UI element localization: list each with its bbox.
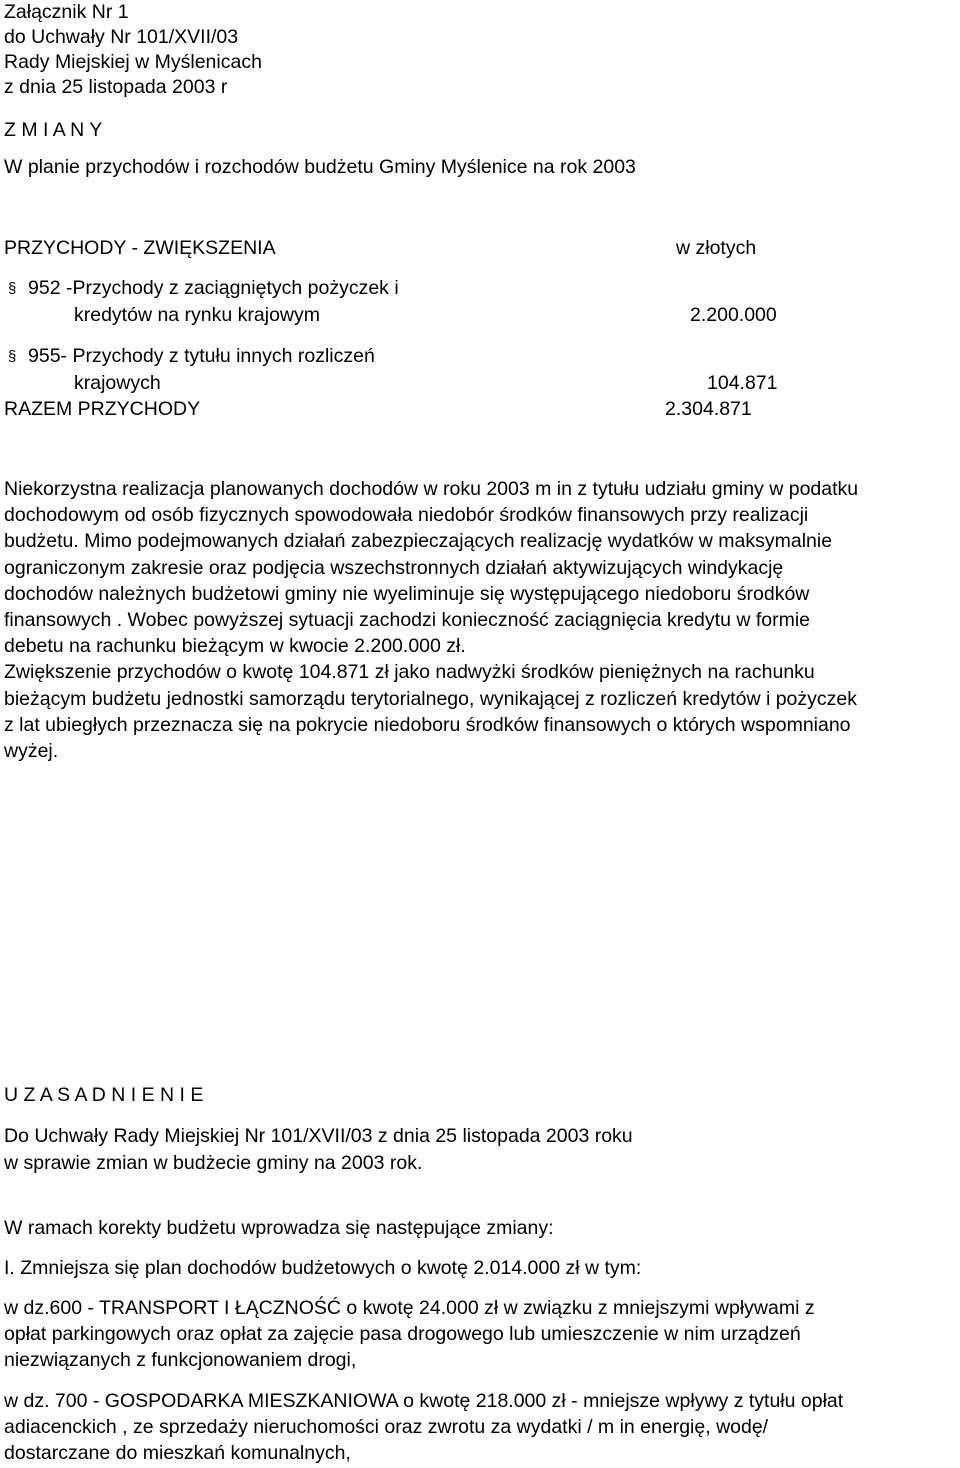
justification-line-2: w sprawie zmian w budżecie gminy na 2003 rok. — [4, 1152, 423, 1174]
changes-intro: W ramach korekty budżetu wprowadza się następujące zmiany: — [4, 1217, 554, 1239]
item-600-line-1: w dz.600 - TRANSPORT I ŁĄCZNOŚĆ o kwotę 24.000 zł w związku z mniejszymi wpływami z — [4, 1297, 815, 1319]
paragraph-line: budżetu. Mimo podejmowanych działań zabezpieczających realizację wydatków w maksymalnie — [4, 530, 833, 553]
income-heading: PRZYCHODY - ZWIĘKSZENIA — [4, 237, 276, 259]
justification-title: U Z A S A D N I E N I E — [4, 1084, 204, 1106]
justification-line-1: Do Uchwały Rady Miejskiej Nr 101/XVII/03 z dnia 25 listopada 2003 roku — [4, 1125, 633, 1147]
council-name: Rady Miejskiej w Myślenicach — [4, 51, 262, 73]
paragraph-line: z lat ubiegłych przeznacza się na pokrycie niedoboru środków finansowych o których wspomniano — [4, 713, 851, 736]
income-item-952-amount: 2.200.000 — [690, 304, 777, 326]
section-icon: § — [8, 280, 17, 297]
item-600-line-2: opłat parkingowych oraz opłat za zajęcie pasa drogowego lub umieszczenie w nim urządzeń — [4, 1323, 801, 1345]
paragraph-line: dochodowym od osób fizycznych spowodowała niedobór środków finansowych przy realizacji — [4, 504, 809, 527]
unit-label: w złotych — [676, 237, 757, 259]
income-total-amount: 2.304.871 — [665, 398, 752, 420]
income-total-label: RAZEM PRZYCHODY — [4, 398, 201, 420]
item-700-line-3: dostarczane do mieszkań komunalnych, — [4, 1442, 351, 1464]
paragraph-line: bieżącym budżetu jednostki samorządu terytorialnego, wynikającej z rozliczeń kredytów i pożyczek — [4, 687, 857, 710]
paragraph-line: ograniczonym zakresie oraz podjęcia wszechstronnych działań aktywizujących windykację — [4, 556, 784, 579]
paragraph-line: dochodów należnych budżetowi gminy nie wyeliminuje się występującego niedoboru środków — [4, 582, 810, 605]
paragraph-line: wyżej. — [4, 740, 59, 763]
changes-title: Z M I A N Y — [4, 119, 103, 141]
point-1: I. Zmniejsza się plan dochodów budżetowych o kwotę 2.014.000 zł w tym: — [4, 1257, 642, 1279]
income-item-952-line1: 952 -Przychody z zaciągniętych pożyczek i — [28, 277, 399, 299]
item-600-line-3: niezwiązanych z funkcjonowaniem drogi, — [4, 1349, 357, 1371]
paragraph-line: Niekorzystna realizacja planowanych dochodów w roku 2003 m in z tytułu udziału gminy w podatku — [4, 478, 859, 500]
income-item-952-line2: kredytów na rynku krajowym — [74, 304, 320, 326]
item-700-line-2: adiacenckich , ze sprzedaży nieruchomości oraz zwrotu za wydatki / m in energię, wodę/ — [4, 1416, 769, 1438]
section-icon: § — [8, 348, 17, 365]
income-item-955-line1: 955- Przychody z tytułu innych rozliczeń — [28, 345, 375, 367]
paragraph-line: finansowych . Wobec powyższej sytuacji zachodzi konieczność zaciągnięcia kredytu w formie — [4, 609, 811, 632]
attachment-number: Załącznik Nr 1 — [4, 1, 129, 23]
income-item-955-line2: krajowych — [74, 372, 161, 394]
paragraph-line: Zwiększenie przychodów o kwotę 104.871 zł jako nadwyżki środków pieniężnych na rachunku — [4, 661, 815, 684]
resolution-number: do Uchwały Nr 101/XVII/03 — [4, 26, 239, 48]
resolution-date: z dnia 25 listopada 2003 r — [4, 76, 228, 98]
item-700-line-1: w dz. 700 - GOSPODARKA MIESZKANIOWA o kwotę 218.000 zł - mniejsze wpływy z tytułu opłat — [4, 1390, 844, 1412]
paragraph-line: debetu na rachunku bieżącym w kwocie 2.200.000 zł. — [4, 635, 466, 658]
income-item-955-amount: 104.871 — [707, 372, 778, 394]
explanation-paragraph — [4, 476, 944, 764]
plan-title: W planie przychodów i rozchodów budżetu Gminy Myślenice na rok 2003 — [4, 156, 636, 178]
